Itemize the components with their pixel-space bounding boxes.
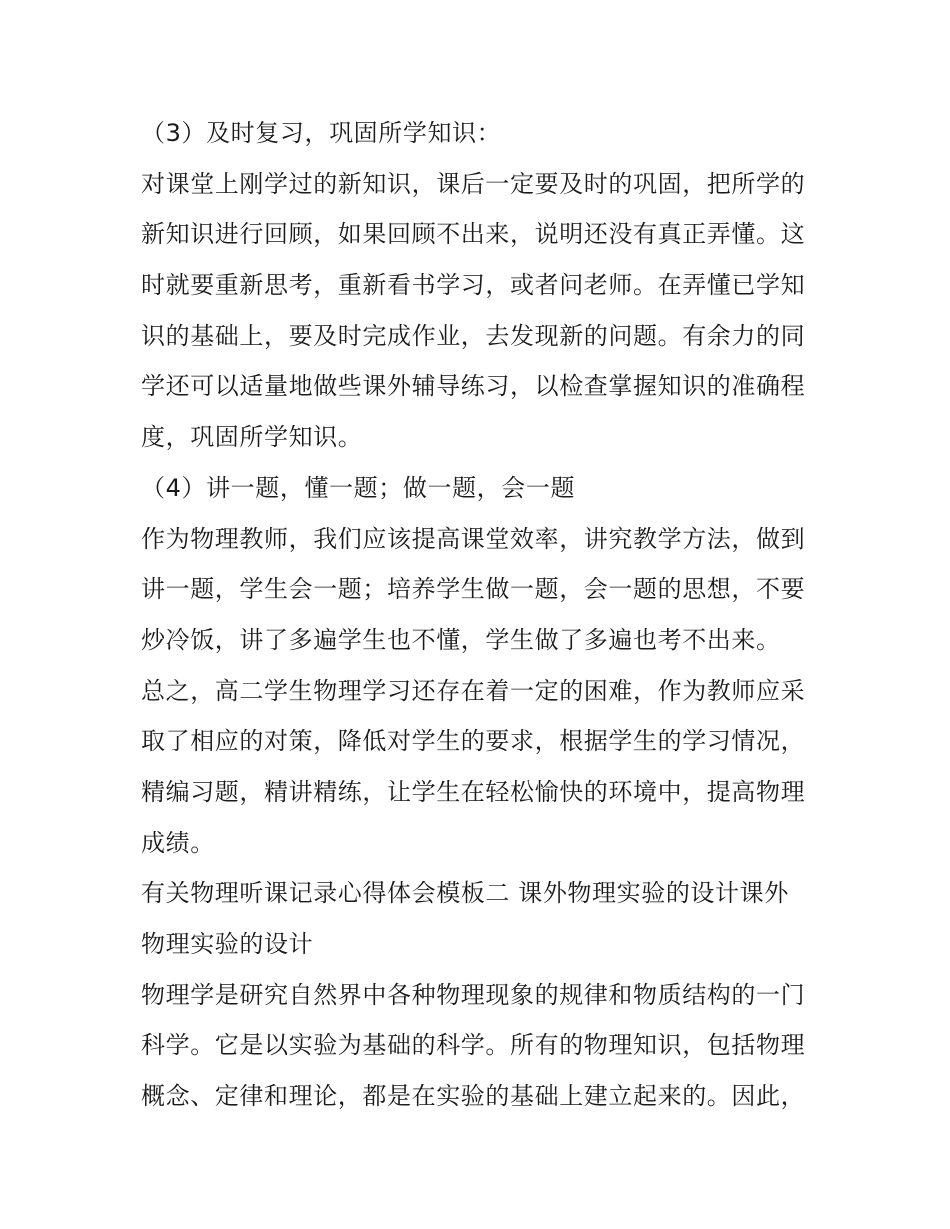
text-line: 时就要重新思考，重新看书学习，或者问老师。在弄懂已学知 [141,271,806,300]
body-text [141,108,821,1122]
text-line: 物理学是研究自然界中各种物理现象的规律和物质结构的一门 [141,980,806,1009]
text-line: 讲一题，学生会一题；培养学生做一题，会一题的思想，不要 [141,575,806,604]
text-line: 总之，高二学生物理学习还存在着一定的困难，作为教师应采 [141,676,806,705]
text-line: 对课堂上刚学过的新知识，课后一定要及时的巩固，把所学的 [141,169,806,198]
text-line: 物理实验的设计 [141,930,314,958]
text-line: 新知识进行回顾，如果回顾不出来，说明还没有真正弄懂。这 [141,220,806,249]
text-line: 精编习题，精讲精练，让学生在轻松愉快的环境中，提高物理 [141,777,806,806]
text-line: 有关物理听课记录心得体会模板二 课外物理实验的设计课外 [141,879,789,908]
text-line: 概念、定律和理论，都是在实验的基础上建立起来的。因此， [141,1082,806,1111]
text-line: 度，巩固所学知识。 [141,423,363,452]
text-line: 炒冷饭，讲了多遍学生也不懂，学生做了多遍也考不出来。 [141,625,781,654]
text-line: 成绩。 [141,828,215,857]
text-line: 学还可以适量地做些课外辅导练习，以检查掌握知识的准确程 [141,372,806,401]
text-line: 作为物理教师，我们应该提高课堂效率，讲究教学方法，做到 [141,524,806,553]
text-line: 识的基础上，要及时完成作业，去发现新的问题。有余力的同 [141,321,806,350]
text-line: （4）讲一题，懂一题；做一题，会一题 [141,473,576,502]
text-line: 取了相应的对策，降低对学生的要求，根据学生的学习情况， [141,727,806,756]
text-line: 科学。它是以实验为基础的科学。所有的物理知识，包括物理 [141,1031,806,1060]
text-line: （3）及时复习，巩固所学知识： [141,119,502,147]
